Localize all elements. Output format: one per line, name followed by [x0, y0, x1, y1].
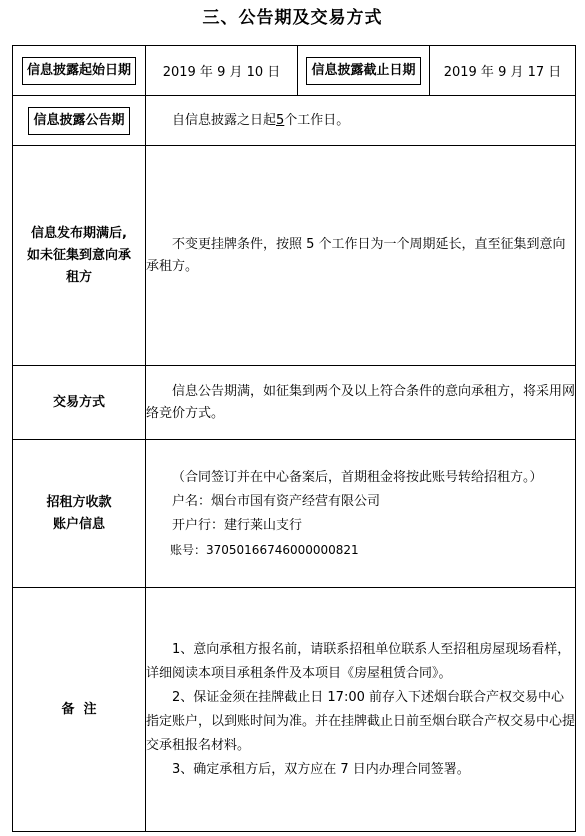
section-title: 三、公告期及交易方式	[202, 8, 383, 28]
row-period	[13, 96, 576, 146]
row-dates	[13, 46, 576, 96]
remarks-label: 备 注	[13, 588, 146, 832]
trade-cell	[146, 366, 576, 440]
account-label	[13, 440, 146, 588]
row-account	[13, 440, 576, 588]
no-bidder-label-line-3: 租方	[65, 269, 92, 285]
end-date-label: 信息披露截止日期	[306, 57, 420, 85]
start-date-label: 信息披露起始日期	[22, 57, 136, 85]
no-bidder-label-line-1: 信息发布期满后,	[31, 225, 127, 241]
period-suffix: 个工作日。	[284, 112, 350, 128]
period-label: 信息披露公告期	[28, 107, 129, 135]
row-no-bidder	[13, 146, 576, 366]
account-cell	[146, 440, 576, 588]
trade-label: 交易方式	[13, 366, 146, 440]
account-number: 账号：37050166746000000821	[170, 542, 359, 557]
row-remarks	[13, 588, 576, 832]
period-days: 5	[276, 112, 285, 128]
account-label-line-2: 账户信息	[52, 516, 105, 532]
account-label-line-1: 招租方收款	[46, 494, 112, 510]
account-bank: 开户行：建行莱山支行	[172, 517, 303, 533]
remark-2: 2、保证金须在挂牌截止日 17:00 前存入下述烟台联合产权交易中心指定账户，以到账时间为准。并在挂牌截止日前至烟台联合产权交易中心提交承租报名材料。	[146, 689, 576, 753]
start-date-label-cell	[13, 46, 146, 96]
row-trade	[13, 366, 576, 440]
period-text	[146, 96, 576, 146]
no-bidder-label	[13, 146, 146, 366]
period-label-cell	[13, 96, 146, 146]
end-date-label-cell	[298, 46, 430, 96]
period-prefix: 自信息披露之日起	[172, 112, 277, 128]
no-bidder-cell	[146, 146, 576, 366]
start-date-value: 2019 年 9 月 10 日	[146, 46, 298, 96]
end-date-value: 2019 年 9 月 17 日	[430, 46, 576, 96]
info-table	[12, 45, 576, 832]
no-bidder-text: 不变更挂牌条件，按照 5 个工作日为一个周期延长，直至征集到意向承租方。	[146, 236, 566, 274]
remarks-cell	[146, 588, 576, 832]
account-note: （合同签订并在中心备案后，首期租金将按此账号转给招租方。）	[172, 469, 543, 485]
remark-3: 3、确定承租方后，双方应在 7 日内办理合同签署。	[172, 761, 470, 777]
account-name: 户名：烟台市国有资产经营有限公司	[172, 493, 381, 509]
no-bidder-label-line-2: 如未征集到意向承	[26, 247, 131, 263]
trade-text: 信息公告期满，如征集到两个及以上符合条件的意向承租方，将采用网络竞价方式。	[146, 383, 576, 421]
remark-1: 1、意向承租方报名前，请联系招租单位联系人至招租房屋现场看样，详细阅读本项目承租条件及本项目《房屋租赁合同》。	[146, 641, 571, 681]
